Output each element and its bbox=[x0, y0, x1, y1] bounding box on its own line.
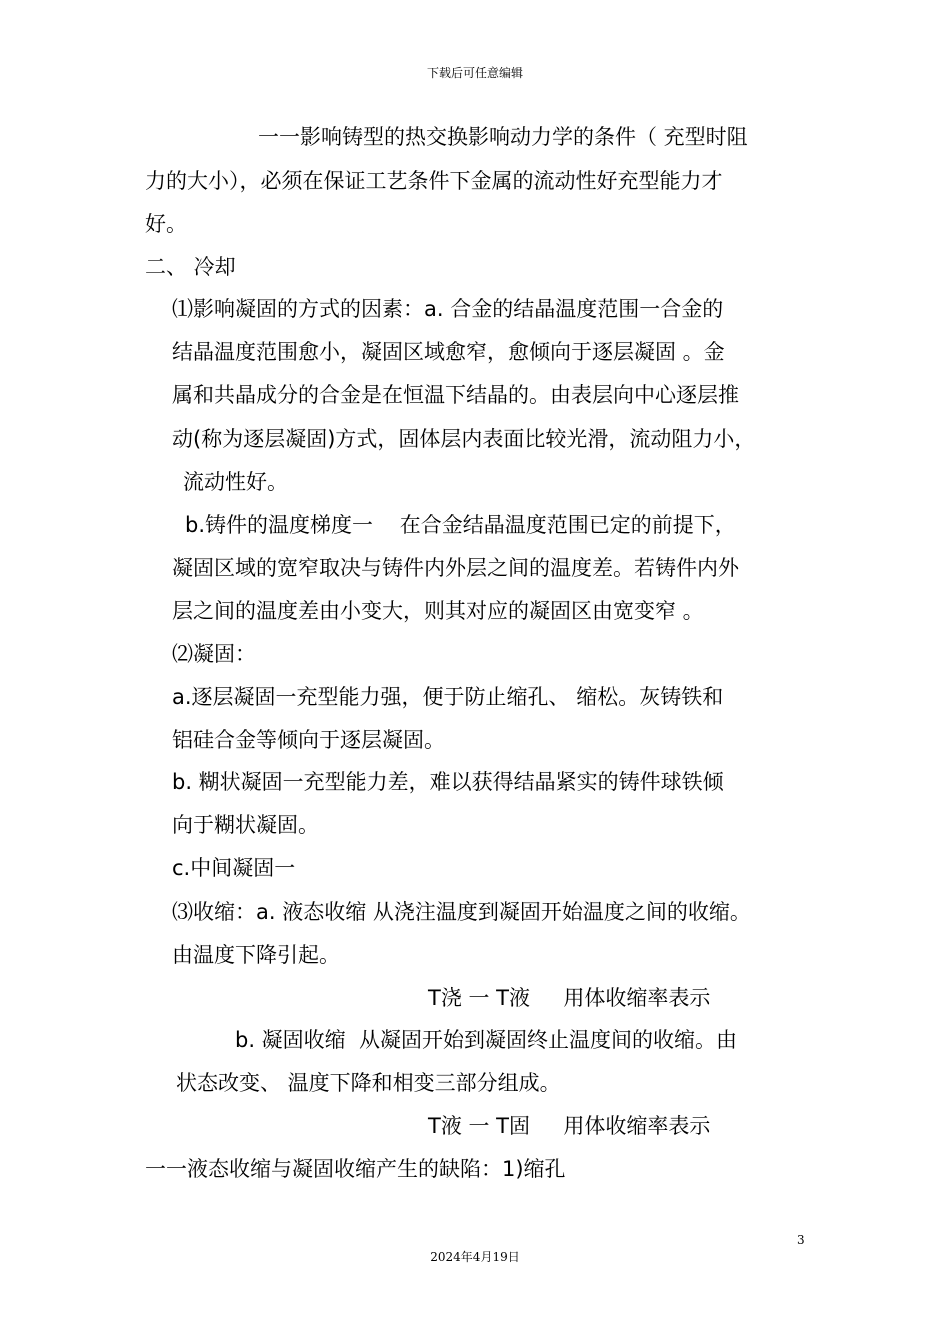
footer-date: 2024年4月19日 bbox=[430, 1250, 520, 1264]
text-line: 好。 bbox=[145, 212, 187, 236]
text-line: 铝硅合金等倾向于逐层凝固。 bbox=[172, 728, 445, 752]
text-line: a.逐层凝固一充型能力强，便于防止缩孔、 缩松。灰铸铁和 bbox=[172, 685, 724, 709]
text-line: 状态改变、 温度下降和相变三部分组成。 bbox=[176, 1071, 561, 1095]
page-header: 下载后可任意编辑 bbox=[426, 66, 523, 80]
text-line: 二、 冷却 bbox=[145, 255, 236, 279]
text-line: 层之间的温度差由小变大，则其对应的凝固区由宽变窄 。 bbox=[172, 599, 704, 623]
text-line: c.中间凝固一 bbox=[172, 856, 296, 880]
text-line: 动(称为逐层凝固)方式，固体层内表面比较光滑，流动阻力小， bbox=[172, 427, 756, 451]
text-line: ⑴影响凝固的方式的因素：a. 合金的结晶温度范围一合金的 bbox=[172, 297, 724, 321]
text-line: ⑵凝固： bbox=[172, 642, 256, 666]
text-line: 属和共晶成分的合金是在恒温下结晶的。由表层向中心逐层推 bbox=[172, 383, 739, 407]
text-line: 向于糊状凝固。 bbox=[172, 813, 319, 837]
formula-line: T浇 一 T液 用体收缩率表示 bbox=[428, 986, 711, 1010]
text-line: 结晶温度范围愈小，凝固区域愈窄，愈倾向于逐层凝固 。金 bbox=[172, 340, 725, 364]
text-line: b.铸件的温度梯度一 在合金结晶温度范围已定的前提下， bbox=[185, 513, 736, 537]
text-line: 力的大小），必须在保证工艺条件下金属的流动性好充型能力才 bbox=[145, 169, 723, 193]
text-line: b. 糊状凝固一充型能力差，难以获得结晶紧实的铸件球铁倾 bbox=[172, 770, 724, 794]
text-line: b. 凝固收缩 从凝固开始到凝固终止温度间的收缩。由 bbox=[235, 1028, 738, 1052]
text-line: 凝固区域的宽窄取决与铸件内外层之间的温度差。若铸件内外 bbox=[172, 556, 739, 580]
text-line: 流动性好。 bbox=[183, 470, 288, 494]
formula-line: T液 一 T固 用体收缩率表示 bbox=[428, 1114, 711, 1138]
text-line: 一一影响铸型的热交换影响动力学的条件（ 充型时阻 bbox=[258, 125, 748, 149]
text-line: 一一液态收缩与凝固收缩产生的缺陷：1)缩孔 bbox=[145, 1157, 566, 1181]
text-line: 由温度下降引起。 bbox=[172, 943, 340, 967]
text-line: ⑶收缩：a. 液态收缩 从浇注温度到凝固开始温度之间的收缩。 bbox=[172, 900, 751, 924]
page-number: 3 bbox=[797, 1233, 805, 1247]
